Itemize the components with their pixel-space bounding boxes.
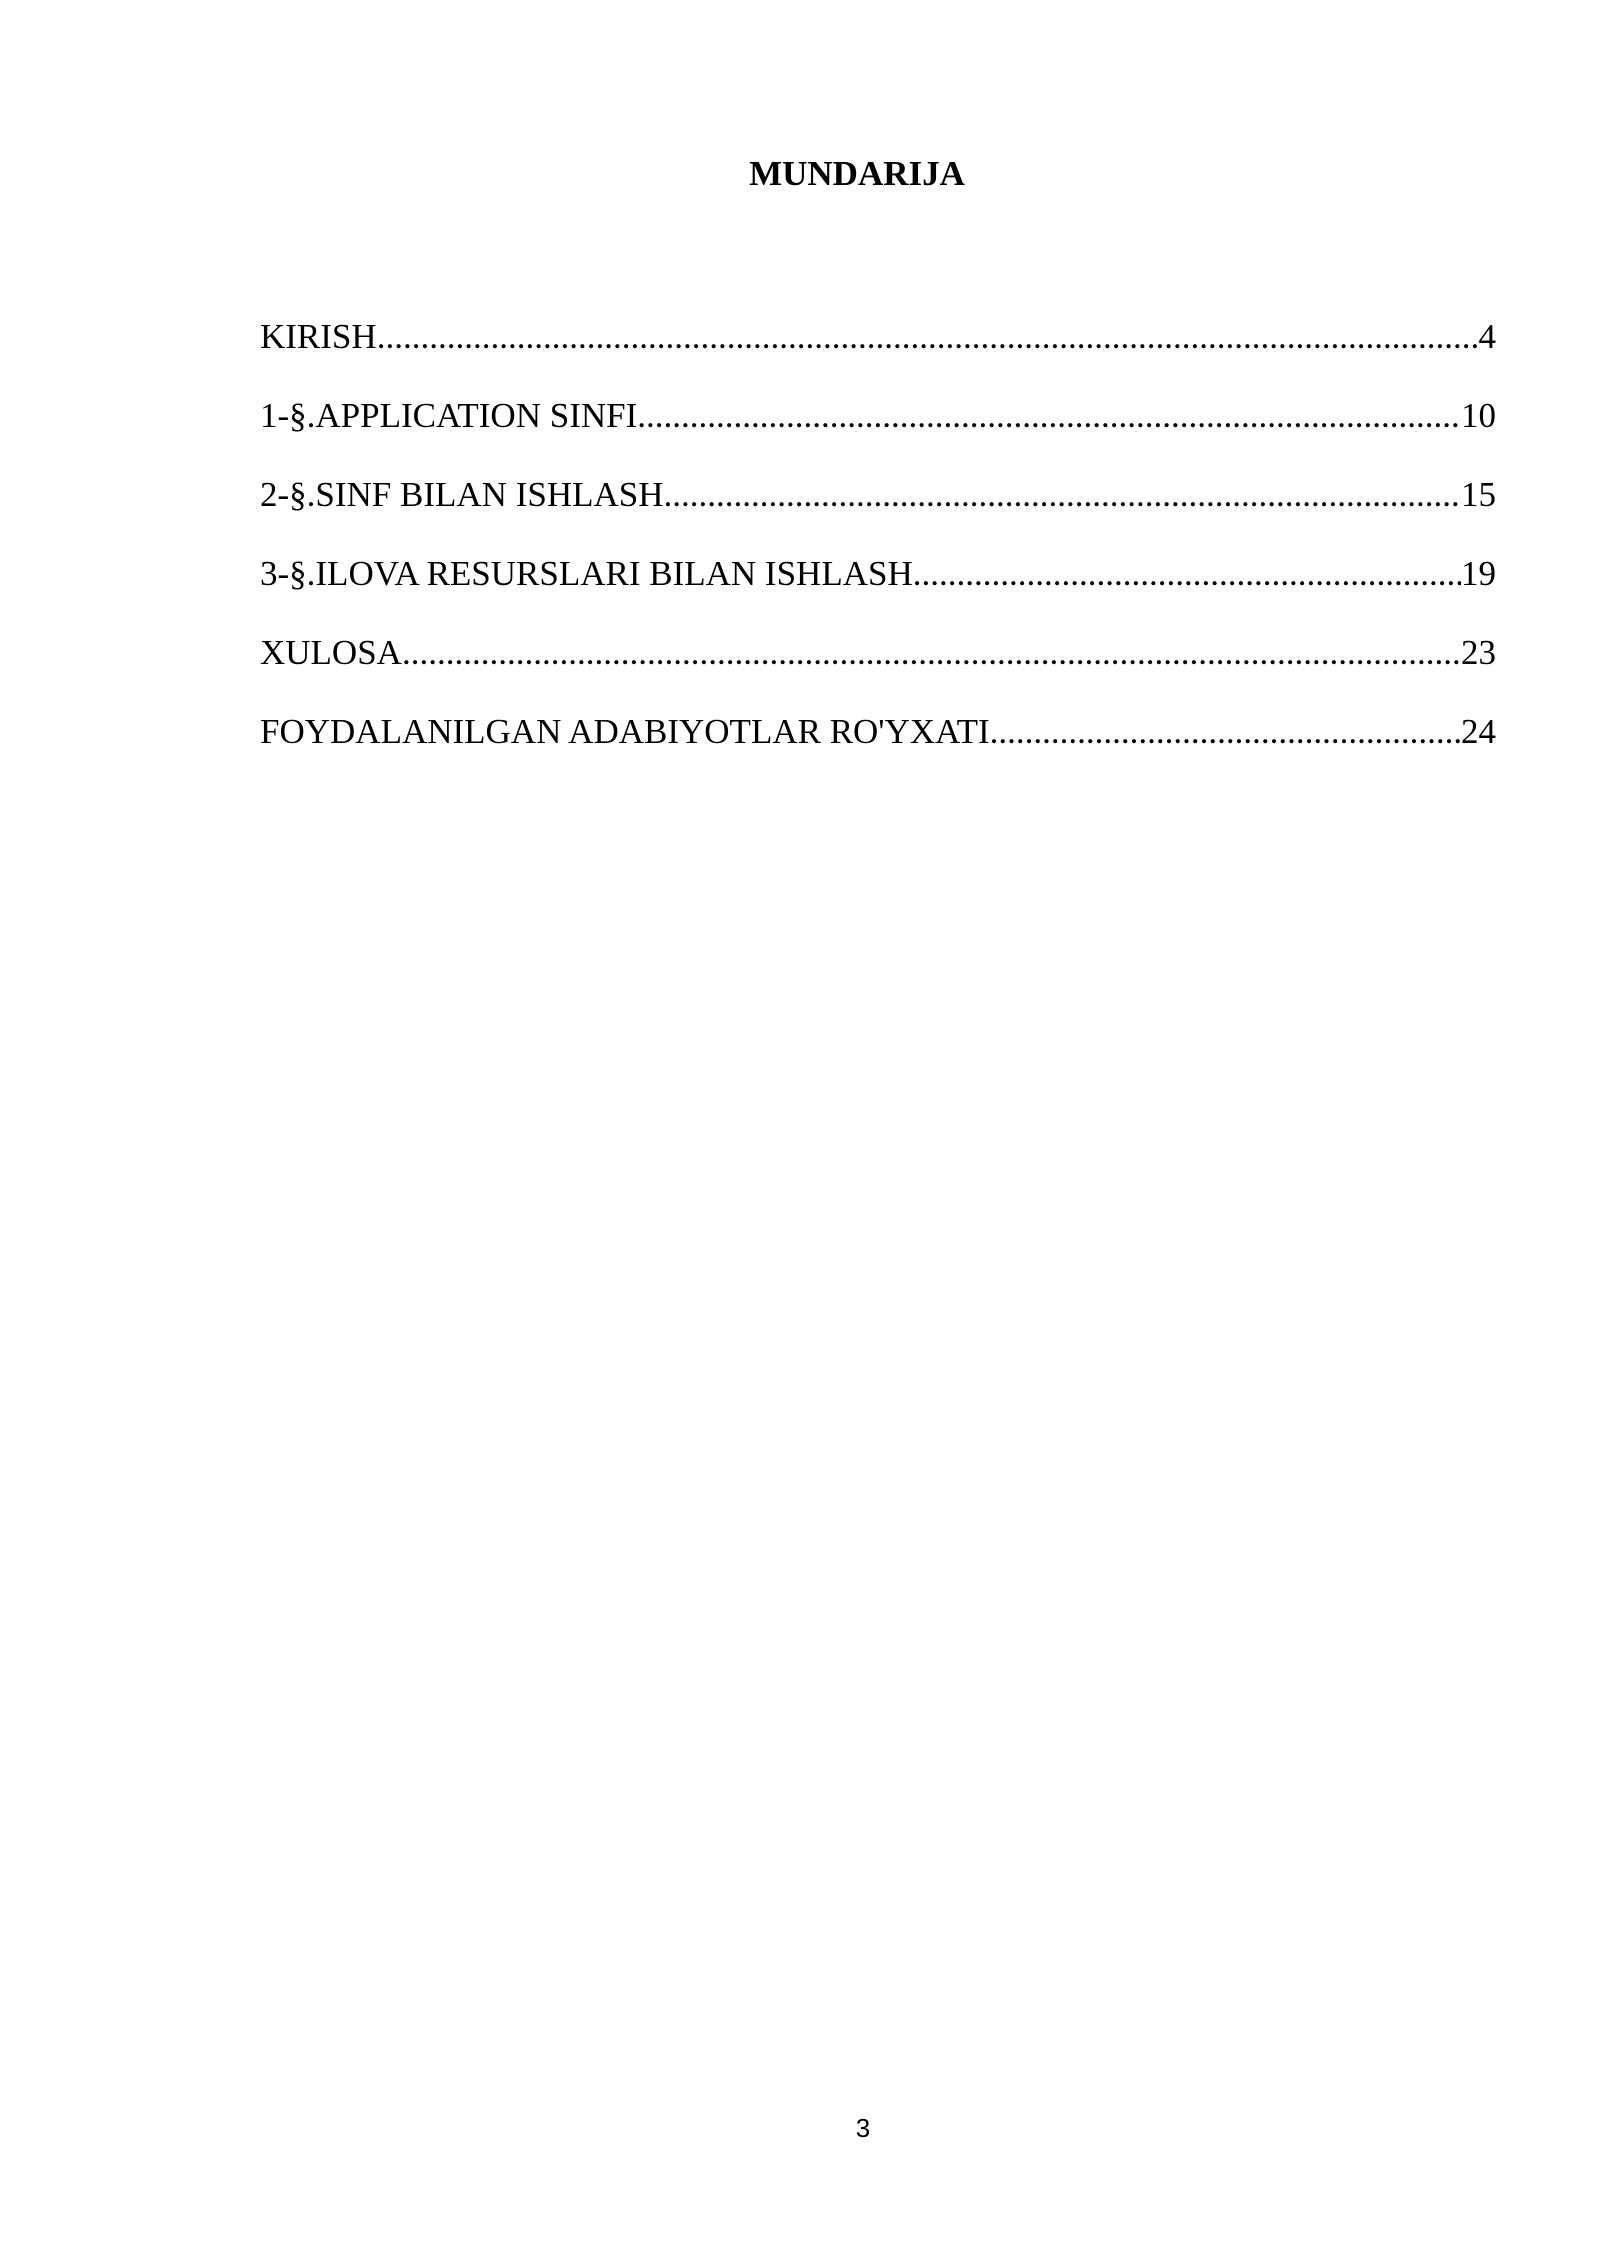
toc-entry-page: 24 bbox=[1461, 712, 1496, 751]
toc-entry-section-1[interactable] bbox=[260, 389, 1496, 468]
toc-entry-references[interactable] bbox=[260, 705, 1496, 784]
page-title: MUNDARIJA bbox=[749, 154, 965, 193]
toc-entry-section-3[interactable] bbox=[260, 547, 1496, 626]
toc-dot-leader bbox=[664, 468, 1462, 522]
toc-entry-section-2[interactable] bbox=[260, 468, 1496, 547]
toc-entry-title: 3-§.ILOVA RESURSLARI BILAN ISHLASH bbox=[260, 554, 913, 593]
toc-entry-title: 2-§.SINF BILAN ISHLASH bbox=[260, 475, 664, 514]
toc-entry-xulosa[interactable] bbox=[260, 626, 1496, 705]
toc-dot-leader bbox=[913, 547, 1461, 601]
toc-dot-leader bbox=[402, 626, 1461, 680]
toc-entry-page: 10 bbox=[1461, 396, 1496, 435]
toc-entry-title: FOYDALANILGAN ADABIYOTLAR RO'YXATI bbox=[260, 712, 990, 751]
toc-dot-leader bbox=[990, 705, 1461, 759]
table-of-contents bbox=[260, 310, 1496, 784]
toc-entry-page: 4 bbox=[1478, 317, 1496, 356]
toc-entry-page: 23 bbox=[1461, 633, 1496, 672]
toc-entry-title: KIRISH bbox=[260, 317, 377, 356]
toc-entry-page: 15 bbox=[1461, 475, 1496, 514]
page-number: 3 bbox=[855, 2113, 871, 2143]
toc-entry-kirish[interactable] bbox=[260, 310, 1496, 389]
toc-dot-leader bbox=[377, 310, 1479, 364]
toc-dot-leader bbox=[637, 389, 1461, 443]
toc-entry-page: 19 bbox=[1461, 554, 1496, 593]
toc-entry-title: XULOSA bbox=[260, 633, 402, 672]
toc-entry-title: 1-§.APPLICATION SINFI bbox=[260, 396, 638, 435]
